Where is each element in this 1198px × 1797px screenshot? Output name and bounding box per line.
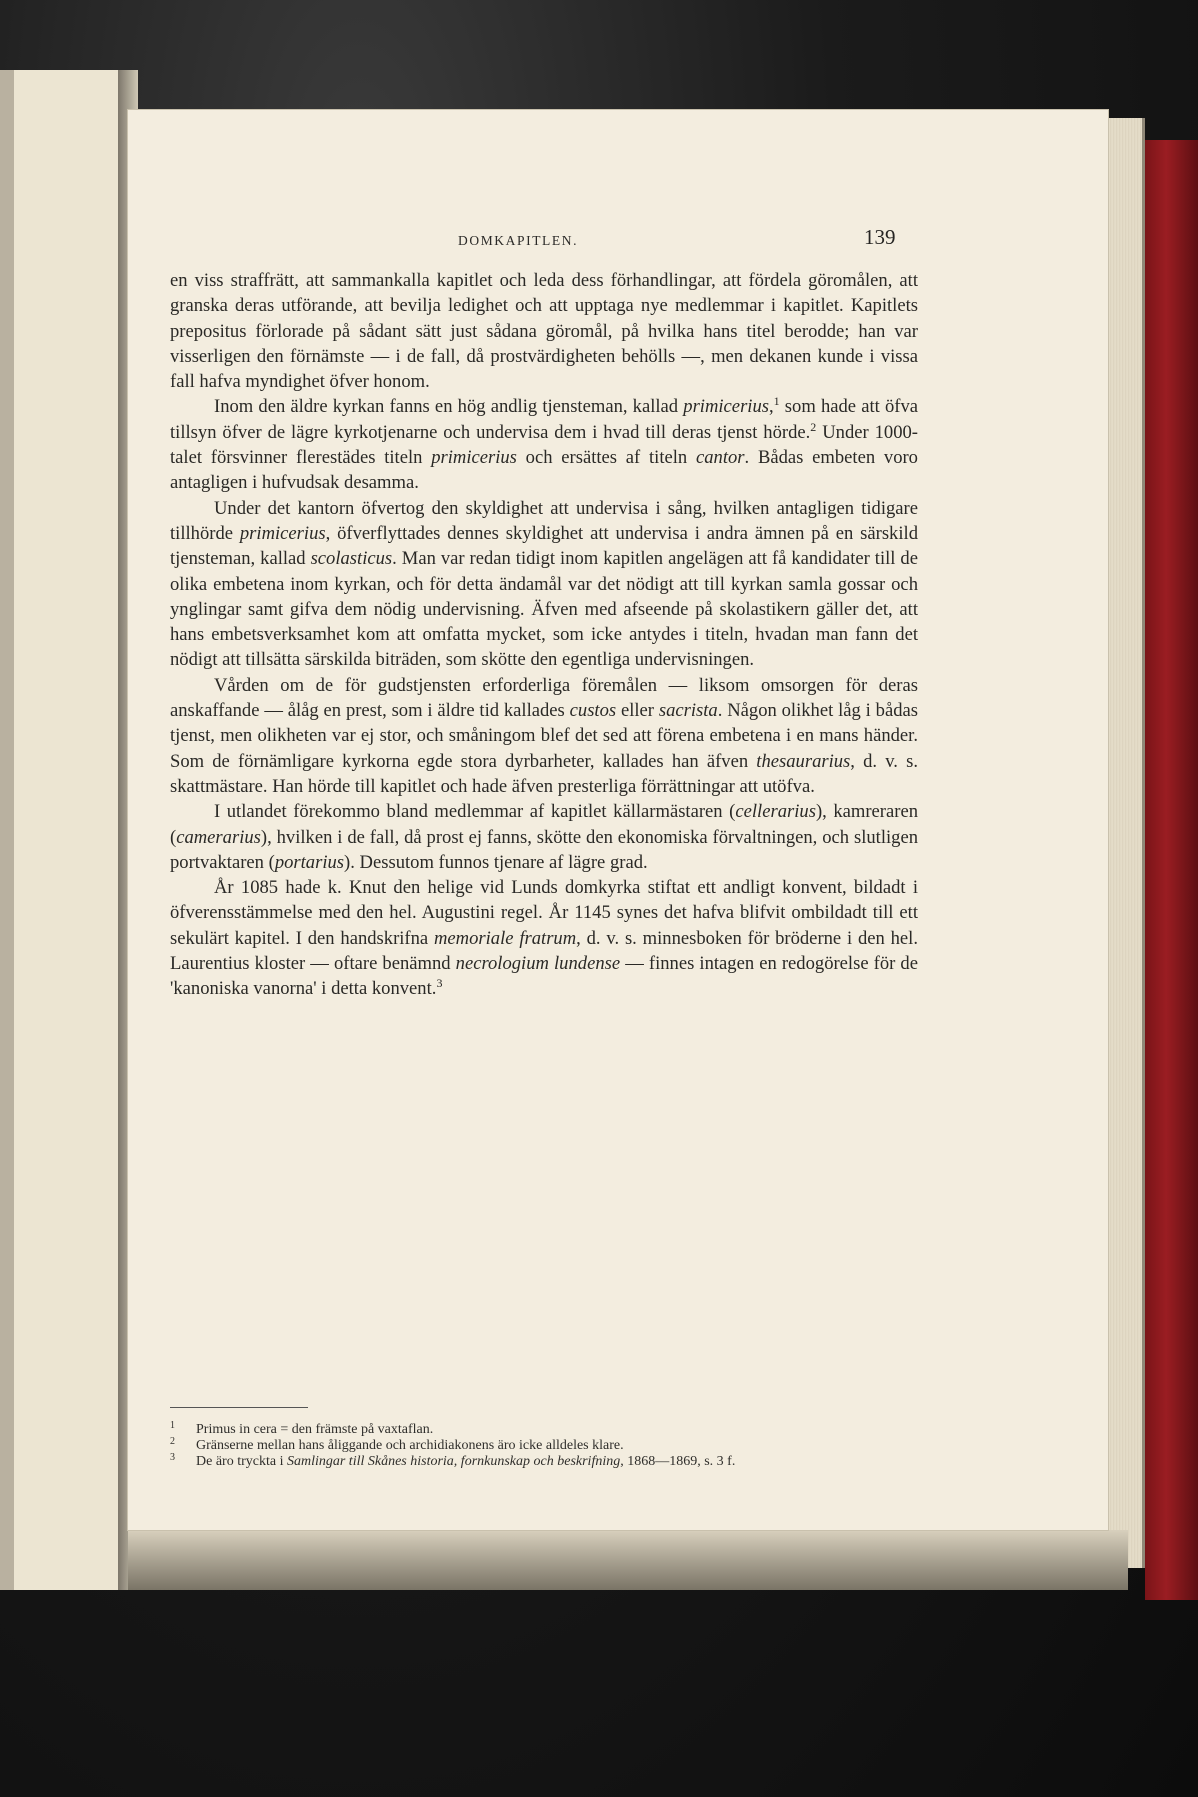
italic-term: primicerius [239,522,326,544]
text-run: Under 1000-talet försvinner flerestädes titeln [170,421,918,469]
footnotes [170,1422,930,1470]
footnote [170,1422,930,1438]
italic-term: scolasticus [310,548,393,570]
footnote-text [196,1454,930,1470]
text-run: ). Dessutom funnos tjenare af lägre grad. [344,851,648,873]
text-run: . Någon olikhet låg i bådas tjenst, men olikheten var ej stor, och småningom blef det sed att förena embetena i en mans händer. Som de förnämligare kyrkorna egde stora dyrbarheter, kallades han äfven [170,700,919,772]
footnote-number: 2 [170,1436,175,1447]
text-run: som hade att öfva tillsyn öfver de lägre kyrkotjenarne och undervisa dem i hvad till deras tjenst hörde. [170,396,918,443]
text-run: ), kamreraren ( [170,801,918,848]
body-text [170,268,918,1002]
paragraph [170,875,918,1001]
text-run: . Man var redan tidigt inom kapitlen angelägen att få kandidater till de olika embetena inom kyrkan, och för detta ändamål var det nödigt att till kyrkan samla gossar och ynglingar samt gifva dem nödig undervisning. Äfven med afseende på skolastikern gäller det, att hans embetsverksamhet kom att omfatta mycket, som icke antydes i titeln, hvadan man fann det nödigt att tillsätta särskilda biträden, som skötte den egentliga undervisningen. [170,548,918,671]
footnote [170,1454,930,1470]
red-book-cover [1145,140,1198,1600]
italic-term: memoriale fratrum [434,927,577,949]
left-page-edge [0,70,137,1590]
italic-term: necrologium lundense [455,953,621,975]
text-run: Vården om de för gudstjensten erforderliga föremålen — liksom omsorgen för deras anskaffande — ålåg en prest, som i äldre tid kallades [170,674,918,722]
running-head: DOMKAPITLEN. [458,233,579,248]
footnote-reference: 3 [436,976,443,991]
paragraph [170,394,918,495]
page-number: 139 [864,225,896,249]
page-bottom-shadow [128,1530,1128,1590]
footnote-rule [170,1407,308,1408]
italic-term: camerarius [176,826,261,848]
text-run: , öfverflyttades dennes skyldighet att undervisa i andra ämnen på en särskild tjensteman, kallad [170,522,918,570]
text-run: , d. v. s. skattmästare. Han hörde till kapitlet och hade äfven presterliga förrättningar att utöfva. [170,750,918,797]
paragraph [170,496,918,673]
left-page-margin [0,70,14,1590]
footnote-number: 3 [170,1452,175,1463]
text-run: en viss straffrätt, att sammankalla kapitlet och leda dess förhandlingar, att fördela göromålen, att granska deras utförande, att bevilja ledighet och att upptaga nye medlemmar i kapitlet. Kapitlets prepositus förlorade på sådant sätt just sådana göromål, på hvilka hans titel berodde; han var visserligen den förnämste — i de fall, då prostvärdigheten behölls —, men dekanen kunde i vissa fall hafva myndighet öfver honom. [170,270,918,393]
italic-term: sacrista [658,700,718,722]
text-run: År 1085 hade k. Knut den helige vid Lunds domkyrka stiftat ett andligt konvent, bildadt i öfverensstämmelse med den hel. Augustini regel. År 1145 synes det hafva blifvit ombildadt till ett sekulärt kapitel. I den handskrifna [170,877,918,949]
paragraph [170,268,918,394]
italic-term: cellerarius [735,801,816,823]
text-run: eller [616,700,659,722]
text-run: , d. v. s. minnesboken för bröderne i den hel. Laurentius kloster — oftare benämnd [170,927,918,975]
footnote [170,1438,930,1454]
italic-term: custos [569,700,617,722]
text-run: och ersättes af titeln [516,447,696,469]
text-run: , [769,396,774,418]
footnote-text: Primus in cera = den främste på vaxtaflan. [196,1422,434,1437]
text-run: Inom den äldre kyrkan fanns en hög andlig tjensteman, kallad [214,396,684,418]
text-run: . Bådas embeten voro antagligen i hufvudsak desamma. [170,447,918,494]
text-run: De äro tryckta i [196,1454,287,1469]
footnote-reference: 1 [773,394,780,409]
text-run: , 1868—1869, s. 3 f. [620,1454,736,1469]
paragraph [170,673,918,799]
text-run: ), hvilken i de fall, då prost ej fanns, skötte den ekonomiska förvaltningen, och slutligen portvaktaren ( [170,826,918,873]
italic-term: Samlingar till Skånes historia, fornkunskap och beskrifning [286,1454,621,1469]
italic-term: thesaurarius [756,750,851,772]
paragraph [170,799,918,875]
text-run: Under det kantorn öfvertog den skyldighet att undervisa i sång, hvilken antagligen tidigare tillhörde [170,497,918,544]
text-run: — finnes intagen en redogörelse för de 'kanoniska vanorna' i detta konvent. [170,953,918,1000]
italic-term: primicerius [683,396,769,418]
footnote-number: 1 [170,1420,175,1431]
italic-term: portarius [274,851,345,873]
italic-term: cantor [696,447,745,469]
footnote-text: Gränserne mellan hans åliggande och archidiakonens äro icke alldeles klare. [196,1438,624,1453]
italic-term: primicerius [431,447,517,469]
footnote-reference: 2 [810,419,817,434]
text-run: I utlandet förekommo bland medlemmar af kapitlet källarmästaren ( [214,801,736,823]
